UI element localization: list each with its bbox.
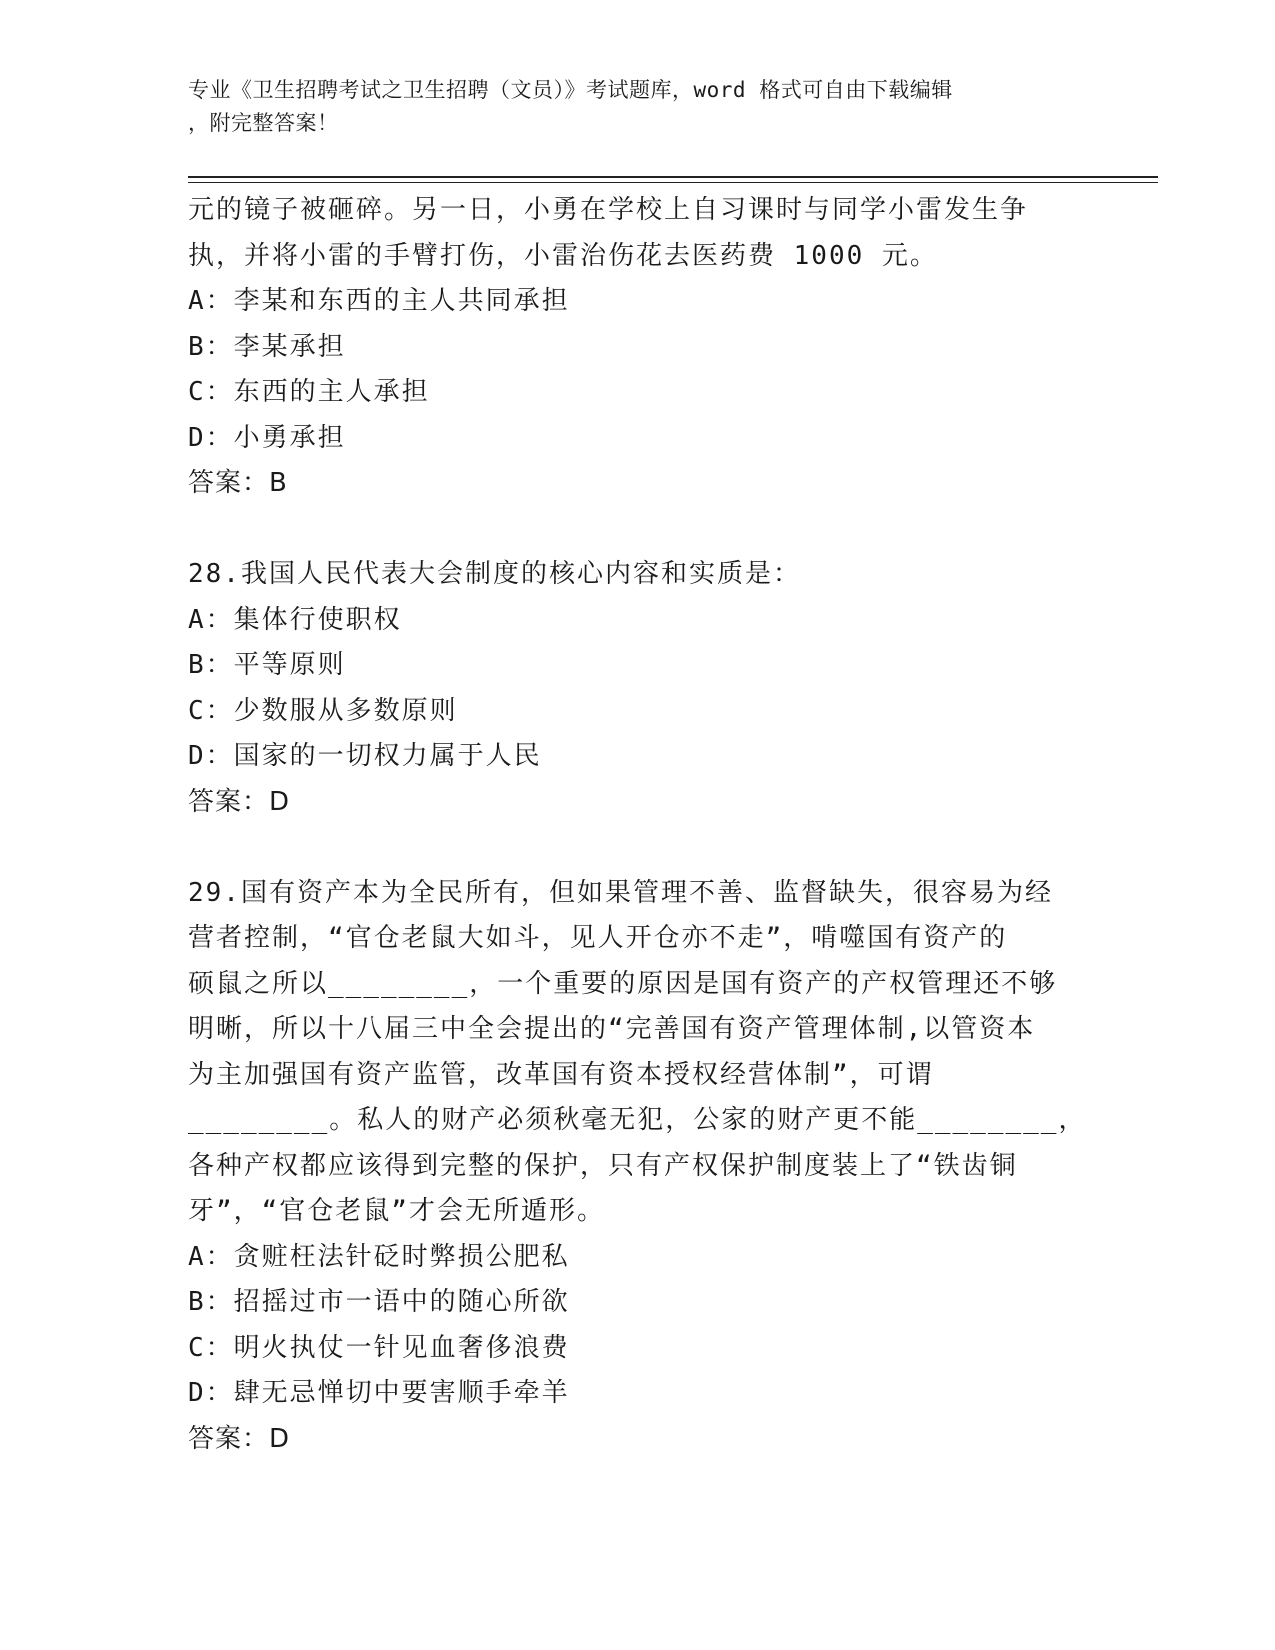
option-c: C：少数服从多数原则 [188, 695, 458, 726]
page-header [188, 74, 1088, 140]
question-text-line: 明晰，所以十八届三中全会提出的“完善国有资产管理体制,以管资本 [188, 1014, 1036, 1044]
spacer [188, 825, 1088, 871]
header-line-2: ，附完整答案！ [188, 111, 339, 135]
answer-line: 答案：B [188, 468, 288, 498]
document-body [188, 188, 1088, 1462]
question-28 [188, 552, 1088, 825]
header-line-1: 专业《卫生招聘考试之卫生招聘（文员）》考试题库，word 格式可自由下载编辑 [188, 78, 953, 102]
answer-line: 答案：D [188, 786, 291, 817]
header-rule-thick [188, 176, 1158, 178]
question-text-line: 营者控制，“官仓老鼠大如斗，见人开仓亦不走”，啃噬国有资产的 [188, 923, 1008, 953]
question-text-line: ________。私人的财产必须秋毫无犯，公家的财产更不能________， [188, 1105, 1087, 1135]
question-29 [188, 871, 1088, 1463]
question-27 [188, 188, 1088, 507]
question-text-line: 牙”，“官仓老鼠”才会无所遁形。 [188, 1196, 605, 1226]
question-text-line: 为主加强国有资产监管，改革国有资本授权经营体制”，可谓 [188, 1059, 934, 1090]
option-a: A：集体行使职权 [188, 604, 402, 635]
option-d: D：小勇承担 [188, 422, 346, 453]
question-text-line: 元的镜子被砸碎。另一日，小勇在学校上自习课时与同学小雷发生争 [188, 195, 1029, 225]
question-text-line: 29.国有资产本为全民所有，但如果管理不善、监督缺失，很容易为经 [188, 877, 1053, 908]
option-d: D：肆无忌惮切中要害顺手牵羊 [188, 1378, 570, 1408]
question-text-line: 硕鼠之所以________，一个重要的原因是国有资产的产权管理还不够 [188, 968, 1058, 999]
option-b: B：李某承担 [188, 331, 346, 362]
option-a: A：李某和东西的主人共同承担 [188, 286, 570, 316]
option-b: B：招摇过市一语中的随心所欲 [188, 1287, 570, 1317]
question-text-line: 各种产权都应该得到完整的保护，只有产权保护制度装上了“铁齿铜 [188, 1150, 1018, 1181]
header-rule-thin [188, 182, 1158, 183]
option-c: C：明火执仗一针见血奢侈浪费 [188, 1332, 570, 1363]
option-d: D：国家的一切权力属于人民 [188, 741, 542, 771]
spacer [188, 507, 1088, 553]
question-text-line: 28.我国人民代表大会制度的核心内容和实质是： [188, 559, 801, 589]
answer-line: 答案：D [188, 1423, 291, 1454]
question-text-line: 执，并将小雷的手臂打伤，小雷治伤花去医药费 1000 元。 [188, 240, 938, 271]
option-a: A：贪赃枉法针砭时弊损公肥私 [188, 1241, 570, 1272]
option-b: B：平等原则 [188, 650, 346, 680]
option-c: C：东西的主人承担 [188, 377, 430, 407]
